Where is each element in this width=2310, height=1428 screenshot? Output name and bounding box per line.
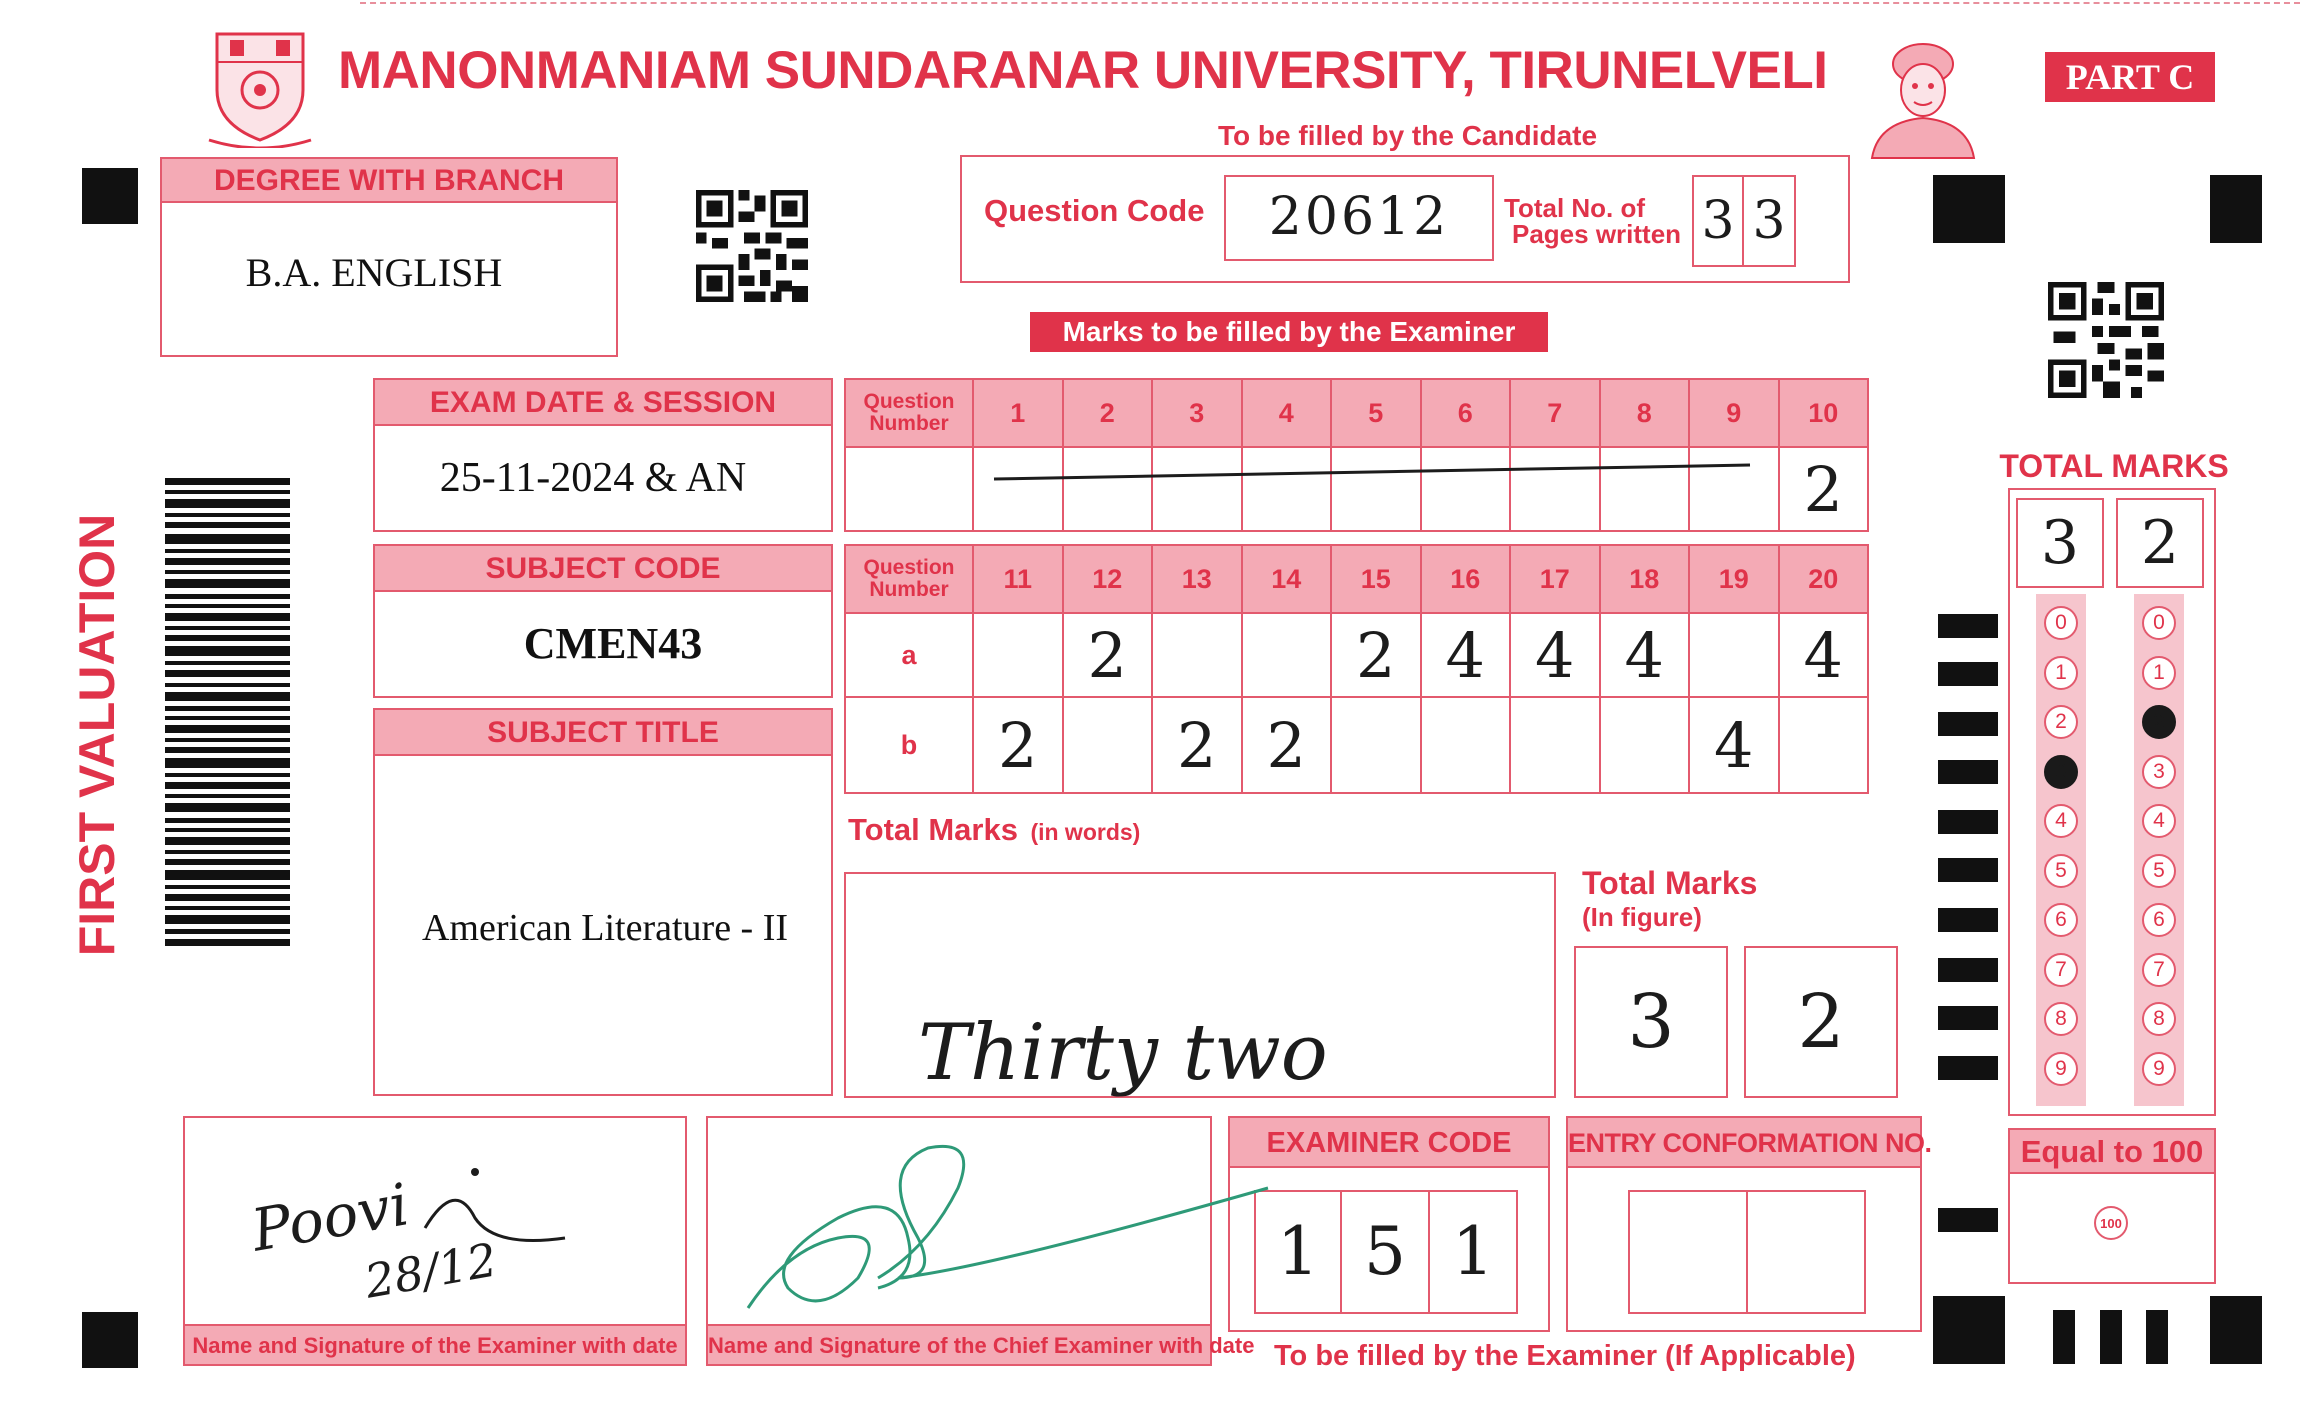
chief-signature-caption: Name and Signature of the Chief Examiner with date bbox=[708, 1324, 1210, 1364]
qr-code-left bbox=[696, 190, 808, 302]
entry-confirmation-cell[interactable] bbox=[1628, 1190, 1748, 1314]
mark-cell-q11a[interactable] bbox=[972, 612, 1064, 698]
omr-digit-tens[interactable]: 3 bbox=[2016, 498, 2104, 588]
total-figure-label: Total Marks bbox=[1582, 865, 1758, 901]
examiner-code-digit[interactable]: 1 bbox=[1254, 1190, 1342, 1314]
mark-cell-q18a[interactable]: 4 bbox=[1599, 612, 1691, 698]
omr-units-bubble-4[interactable]: 4 bbox=[2142, 804, 2176, 838]
question-number-12: 12 bbox=[1062, 544, 1154, 614]
total-words-sub: (in words) bbox=[1030, 819, 1141, 845]
pages-digit-1[interactable]: 3 bbox=[1694, 177, 1744, 265]
omr-digit-units[interactable]: 2 bbox=[2116, 498, 2204, 588]
registration-mark bbox=[2210, 175, 2262, 243]
degree-value: B.A. ENGLISH bbox=[245, 250, 503, 295]
row-b-label: b bbox=[844, 696, 974, 794]
mark-cell-q12a[interactable]: 2 bbox=[1062, 612, 1154, 698]
entry-confirmation-box bbox=[1566, 1116, 1932, 1332]
total-figure-digit-units[interactable]: 2 bbox=[1744, 946, 1898, 1098]
exam-date-label: EXAM DATE & SESSION bbox=[375, 380, 831, 426]
exam-date-value: 25-11-2024 & AN bbox=[439, 455, 747, 501]
mark-cell-q14b[interactable]: 2 bbox=[1241, 696, 1333, 794]
examiner-signature-date[interactable]: 28/12 bbox=[360, 1232, 501, 1309]
omr-tens-bubble-4[interactable]: 4 bbox=[2044, 804, 2078, 838]
total-words-label bbox=[848, 812, 1348, 852]
mark-cell-q12b[interactable] bbox=[1062, 696, 1154, 794]
question-number-header-text: Question Number bbox=[863, 390, 955, 435]
examiner-code-digit[interactable]: 1 bbox=[1428, 1190, 1518, 1314]
timing-mark bbox=[1938, 614, 1998, 638]
subject-title-box bbox=[373, 708, 833, 1096]
question-number-11: 11 bbox=[972, 544, 1064, 614]
registration-mark bbox=[82, 1312, 138, 1368]
registration-mark bbox=[1933, 175, 2005, 243]
university-logo bbox=[205, 28, 315, 148]
question-number-1: 1 bbox=[972, 378, 1064, 448]
question-number-18: 18 bbox=[1599, 544, 1691, 614]
omr-units-bubble-6[interactable]: 6 bbox=[2142, 903, 2176, 937]
subject-title-value: American Literature - II bbox=[421, 907, 789, 949]
timing-mark bbox=[2146, 1310, 2168, 1364]
question-number-header bbox=[844, 544, 974, 614]
question-number-16: 16 bbox=[1420, 544, 1512, 614]
omr-tens-bubble-8[interactable]: 8 bbox=[2044, 1002, 2078, 1036]
subject-title-label: SUBJECT TITLE bbox=[375, 710, 831, 756]
omr-tens-bubble-6[interactable]: 6 bbox=[2044, 903, 2078, 937]
omr-units-bubble-1[interactable]: 1 bbox=[2142, 656, 2176, 690]
first-valuation-label: FIRST VALUATION bbox=[69, 513, 125, 957]
subject-code-value: CMEN43 bbox=[523, 619, 703, 668]
part-badge: PART C bbox=[2045, 52, 2215, 102]
examiner-signature[interactable]: Poovi bbox=[246, 1170, 414, 1265]
timing-mark bbox=[2100, 1310, 2122, 1364]
timing-mark bbox=[1938, 662, 1998, 686]
mark-cell-q20b[interactable] bbox=[1778, 696, 1870, 794]
omr-tens-bubble-5[interactable]: 5 bbox=[2044, 854, 2078, 888]
mark-cell-q10[interactable]: 2 bbox=[1778, 446, 1870, 532]
omr-units-bubble-0[interactable]: 0 bbox=[2142, 606, 2176, 640]
top-dashed-edge bbox=[360, 2, 2300, 4]
question-number-5: 5 bbox=[1330, 378, 1422, 448]
omr-units-bubble-9[interactable]: 9 bbox=[2142, 1052, 2176, 1086]
omr-units-bubble-3[interactable]: 3 bbox=[2142, 755, 2176, 789]
timing-mark bbox=[1938, 712, 1998, 736]
mark-cell-q15b[interactable] bbox=[1330, 696, 1422, 794]
timing-mark bbox=[1938, 1056, 1998, 1080]
total-words-value[interactable]: Thirty two bbox=[918, 1008, 1328, 1098]
omr-tens-bubble-7[interactable]: 7 bbox=[2044, 953, 2078, 987]
registration-mark bbox=[2210, 1296, 2262, 1364]
mark-cell-q17b[interactable] bbox=[1509, 696, 1601, 794]
marks-grid-2 bbox=[844, 544, 1864, 794]
strike-line bbox=[990, 455, 1760, 485]
pages-written-box bbox=[1692, 175, 1796, 267]
question-number-2: 2 bbox=[1062, 378, 1154, 448]
subject-code-box bbox=[373, 544, 833, 698]
timing-mark bbox=[1938, 908, 1998, 932]
timing-mark bbox=[1938, 858, 1998, 882]
founder-portrait bbox=[1858, 30, 1988, 160]
question-number-7: 7 bbox=[1509, 378, 1601, 448]
pages-written-label-2: Pages written bbox=[1512, 219, 1682, 249]
chief-signature-box bbox=[706, 1116, 1255, 1366]
examiner-code-label: EXAMINER CODE bbox=[1230, 1118, 1548, 1168]
total-words-label-text: Total Marks bbox=[848, 812, 1018, 847]
equal-100-box bbox=[2008, 1128, 2216, 1284]
mark-cell-q16b[interactable] bbox=[1420, 696, 1512, 794]
equal-100-bubble[interactable]: 100 bbox=[2094, 1206, 2128, 1240]
omr-units-bubble-7[interactable]: 7 bbox=[2142, 953, 2176, 987]
question-number-14: 14 bbox=[1241, 544, 1333, 614]
question-number-4: 4 bbox=[1241, 378, 1333, 448]
examiner-signature-box bbox=[183, 1116, 687, 1366]
question-number-header-text: Question Number bbox=[863, 556, 955, 601]
omr-tens-bubble-9[interactable]: 9 bbox=[2044, 1052, 2078, 1086]
pages-digit-2[interactable]: 3 bbox=[1752, 191, 1786, 251]
question-number-3: 3 bbox=[1151, 378, 1243, 448]
timing-mark bbox=[1938, 1006, 1998, 1030]
exam-date-box bbox=[373, 378, 833, 532]
question-number-header bbox=[844, 378, 974, 448]
barcode bbox=[165, 478, 290, 946]
chief-signature[interactable] bbox=[728, 1128, 1328, 1328]
omr-tens-bubble-3[interactable]: 3 bbox=[2044, 755, 2078, 789]
question-number-20: 20 bbox=[1778, 544, 1870, 614]
degree-label: DEGREE WITH BRANCH bbox=[162, 159, 616, 203]
mark-cell-q15a[interactable]: 2 bbox=[1330, 612, 1422, 698]
examiner-signature-flourish bbox=[415, 1158, 575, 1278]
omr-tens-bubble-1[interactable]: 1 bbox=[2044, 656, 2078, 690]
examiner-signature-caption: Name and Signature of the Examiner with date bbox=[185, 1324, 685, 1364]
mark-cell-q19a[interactable] bbox=[1688, 612, 1780, 698]
university-title: MANONMANIAM SUNDARANAR UNIVERSITY, TIRUNELVELI bbox=[338, 41, 1828, 100]
pages-written-label-1: Total No. of bbox=[1504, 193, 1646, 223]
marks-examiner-banner: Marks to be filled by the Examiner bbox=[1030, 312, 1548, 352]
mark-cell-q13b[interactable]: 2 bbox=[1151, 696, 1243, 794]
mark-cell-q14a[interactable] bbox=[1241, 612, 1333, 698]
mark-cell-q11b[interactable]: 2 bbox=[972, 696, 1064, 794]
mark-cell-q16a[interactable]: 4 bbox=[1420, 612, 1512, 698]
examiner-code-digit[interactable]: 5 bbox=[1340, 1190, 1430, 1314]
entry-confirmation-cell[interactable] bbox=[1746, 1190, 1866, 1314]
total-figure-digit-tens[interactable]: 3 bbox=[1574, 946, 1728, 1098]
mark-cell-q20a[interactable]: 4 bbox=[1778, 612, 1870, 698]
timing-mark bbox=[1938, 760, 1998, 784]
question-number-17: 17 bbox=[1509, 544, 1601, 614]
filled-by-candidate-label: To be filled by the Candidate bbox=[1218, 120, 1598, 151]
question-number-13: 13 bbox=[1151, 544, 1243, 614]
omr-units-bubble-5[interactable]: 5 bbox=[2142, 854, 2176, 888]
mark-cell-q19b[interactable]: 4 bbox=[1688, 696, 1780, 794]
question-number-6: 6 bbox=[1420, 378, 1512, 448]
registration-mark bbox=[1933, 1296, 2005, 1364]
total-marks-omr-label: TOTAL MARKS bbox=[1999, 448, 2229, 484]
omr-units-bubble-2[interactable]: 2 bbox=[2142, 705, 2176, 739]
question-number-8: 8 bbox=[1599, 378, 1691, 448]
question-number-10: 10 bbox=[1778, 378, 1870, 448]
degree-box bbox=[160, 157, 618, 357]
timing-mark bbox=[1938, 1208, 1998, 1232]
equal-100-label: Equal to 100 bbox=[2010, 1130, 2214, 1174]
filled-by-examiner-label: To be filled by the Examiner (If Applicable) bbox=[1274, 1340, 1856, 1372]
timing-mark bbox=[1938, 958, 1998, 982]
row-a-label: a bbox=[844, 612, 974, 698]
timing-mark bbox=[1938, 810, 1998, 834]
omr-tens-bubble-2[interactable]: 2 bbox=[2044, 705, 2078, 739]
grid1-blank-cell bbox=[844, 446, 974, 532]
entry-confirmation-label: ENTRY CONFORMATION NO. bbox=[1568, 1118, 1920, 1168]
question-number-15: 15 bbox=[1330, 544, 1422, 614]
mark-cell-q13a[interactable] bbox=[1151, 612, 1243, 698]
mark-cell-q18b[interactable] bbox=[1599, 696, 1691, 794]
registration-mark bbox=[82, 168, 138, 224]
candidate-fill-box bbox=[960, 155, 1850, 283]
question-code-label: Question Code bbox=[984, 193, 1205, 228]
subject-code-label: SUBJECT CODE bbox=[375, 546, 831, 592]
mark-cell-q17a[interactable]: 4 bbox=[1509, 612, 1601, 698]
question-number-19: 19 bbox=[1688, 544, 1780, 614]
qr-code-right bbox=[2048, 282, 2164, 398]
timing-mark bbox=[2053, 1310, 2075, 1364]
question-code-value[interactable]: 20612 bbox=[1224, 175, 1494, 261]
omr-units-bubble-8[interactable]: 8 bbox=[2142, 1002, 2176, 1036]
question-number-9: 9 bbox=[1688, 378, 1780, 448]
omr-tens-bubble-0[interactable]: 0 bbox=[2044, 606, 2078, 640]
total-figure-sub: (In figure) bbox=[1582, 902, 1702, 932]
